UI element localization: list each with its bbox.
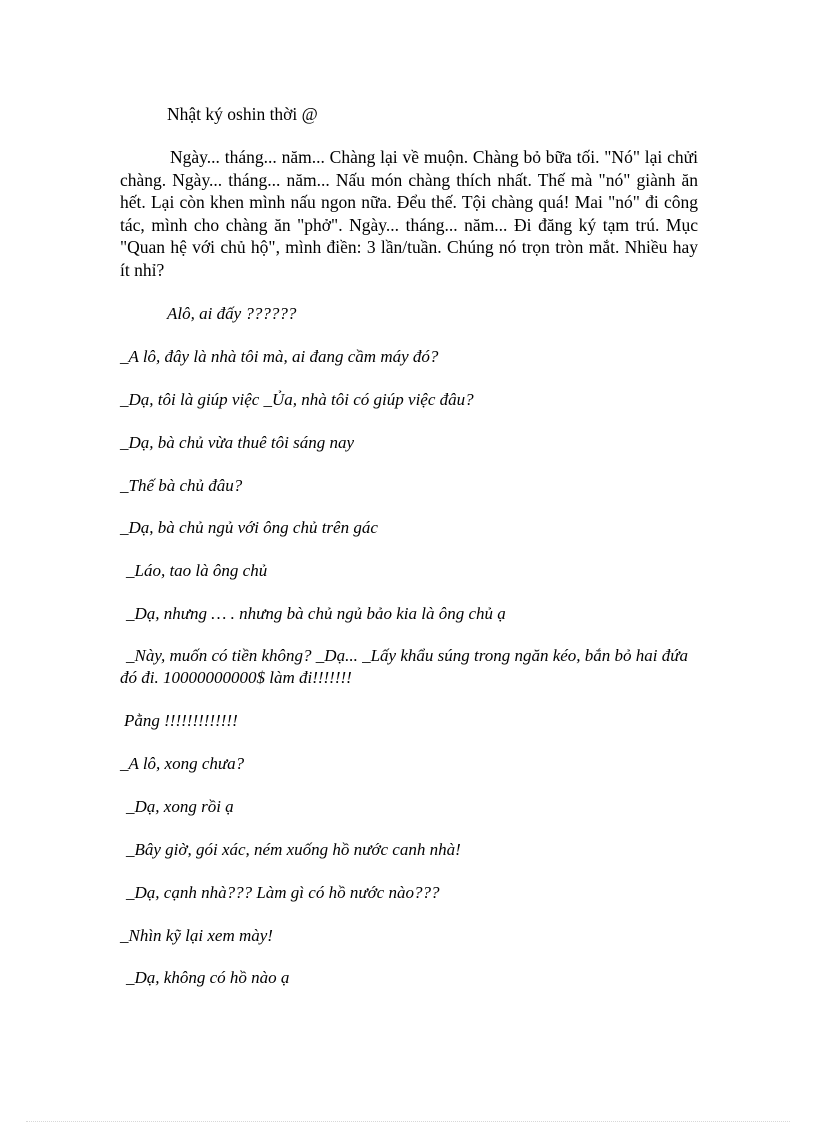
dialogue-line: _Láo, tao là ông chủ [126,561,268,580]
dialogue-line: _Thế bà chủ đâu? [120,476,243,495]
dialogue-line: _Dạ, không có hồ nào ạ [126,968,290,987]
dialogue-line: _Này, muốn có tiền không? _Dạ... _Lấy khẩu súng trong ngăn kéo, bắn bỏ hai đứa đó đi. 10000000000$ làm đi!!!!!!! [120,646,689,687]
dialogue-line: _A lô, xong chưa? [120,754,245,773]
dialogue-line: _Dạ, bà chủ ngủ với ông chủ trên gác [120,518,378,537]
dialogue-line: _Dạ, nhưng … . nhưng bà chủ ngủ bảo kia là ông chủ ạ [126,604,506,623]
dialogue-line: Pằng !!!!!!!!!!!!! [124,711,238,730]
document-title: Nhật ký oshin thời @ [167,104,318,124]
page-bottom-divider [26,1121,790,1122]
dialogue-line: _Dạ, bà chủ vừa thuê tôi sáng nay [120,433,355,452]
dialogue-line: _Dạ, cạnh nhà??? Làm gì có hồ nước nào??? [126,883,440,902]
dialogue-line: _Nhìn kỹ lại xem mày! [120,926,273,945]
dialogue-line: _Dạ, xong rồi ạ [126,797,234,816]
diary-paragraph: Ngày... tháng... năm... Chàng lại về muộn. Chàng bỏ bữa tối. "Nó" lại chửi chàng. Ngày... tháng... năm... Nấu món chàng thích nhất. Thế mà "nó" giành ăn hết. Lại còn khen mình nấu ngon nữa. Đểu thế. Tội chàng quá! Mai "nó" đi công tác, mình cho chàng ăn "phở". Ngày... tháng... năm... Đi đăng ký tạm trú. Mục "Quan hệ với chủ hộ", mình điền: 3 lần/tuần. Chúng nó trọn tròn mắt. Nhiều hay ít nhỉ? [120,147,698,280]
dialogue-line: _Dạ, tôi là giúp việc _Ủa, nhà tôi có giúp việc đâu? [120,390,474,409]
dialogue-line: Alô, ai đấy ?????? [167,304,297,323]
dialogue-line: _Bây giờ, gói xác, ném xuống hồ nước canh nhà! [126,840,461,859]
dialogue-line: _A lô, đây là nhà tôi mà, ai đang cầm máy đó? [120,347,439,366]
